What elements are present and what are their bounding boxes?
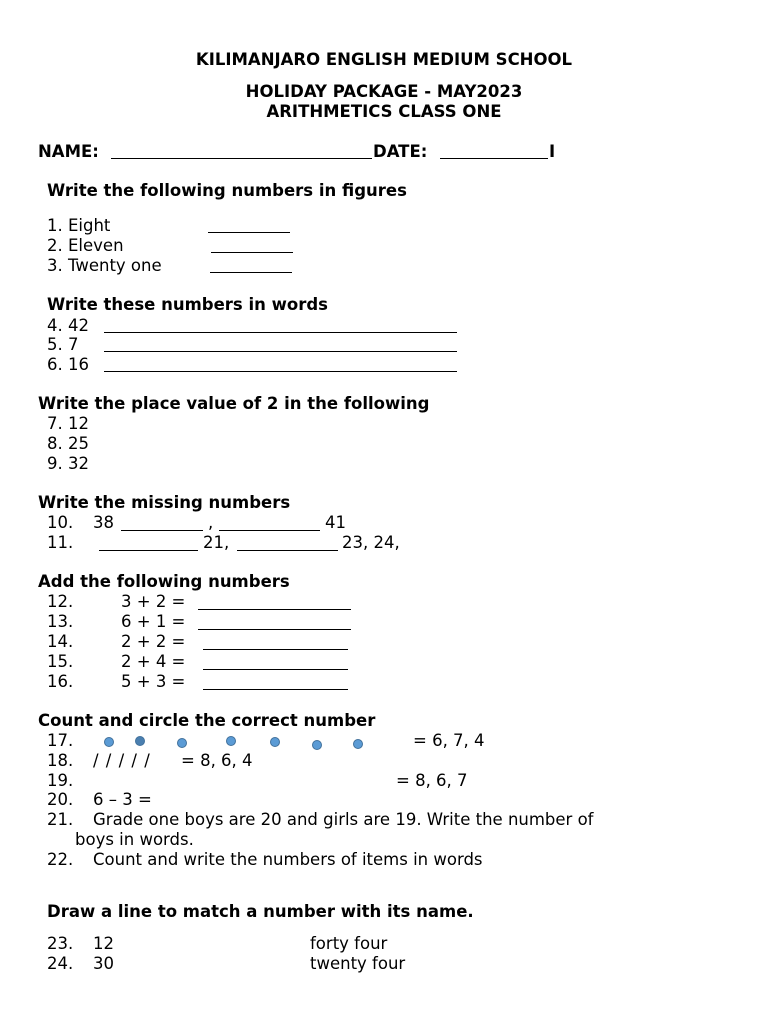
- question-24-number: 24.: [47, 954, 74, 973]
- question-1: 1. Eight: [47, 216, 111, 235]
- question-3: 3. Twenty one: [47, 256, 162, 275]
- question-16-expression: 5 + 3 =: [121, 672, 186, 691]
- question-13-expression: 6 + 1 =: [121, 612, 186, 631]
- answer-line-11a[interactable]: [99, 550, 198, 551]
- answer-line-1[interactable]: [208, 232, 290, 233]
- section-missing-numbers-title: Write the missing numbers: [38, 493, 291, 512]
- question-11-end: 23, 24,: [342, 533, 400, 552]
- question-5: 5. 7: [47, 335, 79, 354]
- question-10-start: 38: [93, 513, 114, 532]
- question-22-text: Count and write the numbers of items in words: [93, 850, 483, 869]
- question-23-number: 23.: [47, 934, 74, 953]
- question-16-number: 16.: [47, 672, 74, 691]
- counting-dot: [104, 737, 114, 747]
- answer-line-11b[interactable]: [237, 550, 338, 551]
- question-9: 9. 32: [47, 454, 89, 473]
- match-name-forty-four[interactable]: forty four: [310, 934, 388, 953]
- section-figures-title: Write the following numbers in figures: [47, 181, 407, 200]
- question-18-options[interactable]: = 8, 6, 4: [181, 751, 253, 770]
- section-place-value-title: Write the place value of 2 in the following: [38, 394, 430, 413]
- question-17-options[interactable]: = 6, 7, 4: [413, 731, 485, 750]
- answer-line-12[interactable]: [198, 609, 351, 610]
- answer-line-13[interactable]: [198, 629, 351, 630]
- date-label: DATE:: [373, 142, 428, 161]
- section-matching-title: Draw a line to match a number with its name.: [47, 902, 474, 921]
- counting-dot: [270, 737, 280, 747]
- question-7: 7. 12: [47, 414, 89, 433]
- school-name: KILIMANJARO ENGLISH MEDIUM SCHOOL: [195, 50, 573, 69]
- name-label: NAME:: [38, 142, 99, 161]
- section-count-circle-title: Count and circle the correct number: [38, 711, 376, 730]
- date-answer-line[interactable]: [440, 158, 548, 159]
- question-10-number: 10.: [47, 513, 74, 532]
- answer-line-5[interactable]: [104, 351, 457, 352]
- question-17-number: 17.: [47, 731, 74, 750]
- question-20-number: 20.: [47, 790, 74, 809]
- subject-title: ARITHMETICS CLASS ONE: [266, 102, 502, 121]
- question-8: 8. 25: [47, 434, 89, 453]
- answer-line-10a[interactable]: [121, 530, 203, 531]
- trailing-mark: I: [549, 142, 556, 161]
- answer-line-6[interactable]: [104, 371, 457, 372]
- answer-line-14[interactable]: [203, 649, 348, 650]
- name-answer-line[interactable]: [111, 158, 372, 159]
- section-words-title: Write these numbers in words: [47, 295, 328, 314]
- holiday-package-title: HOLIDAY PACKAGE - MAY2023: [245, 82, 523, 101]
- question-13-number: 13.: [47, 612, 74, 631]
- question-21-line-2: boys in words.: [75, 830, 194, 849]
- question-6: 6. 16: [47, 355, 89, 374]
- question-10-end: 41: [325, 513, 346, 532]
- answer-line-16[interactable]: [203, 689, 348, 690]
- match-name-twenty-four[interactable]: twenty four: [310, 954, 406, 973]
- answer-line-2[interactable]: [211, 252, 293, 253]
- question-22-number: 22.: [47, 850, 74, 869]
- question-11-mid: 21,: [203, 533, 230, 552]
- counting-dot: [353, 739, 363, 749]
- question-19-options[interactable]: = 8, 6, 7: [396, 771, 468, 790]
- tally-strokes: / / / / /: [93, 751, 150, 770]
- answer-line-15[interactable]: [203, 669, 348, 670]
- match-number-12[interactable]: 12: [93, 934, 114, 953]
- question-12-number: 12.: [47, 592, 74, 611]
- question-11-number: 11.: [47, 533, 74, 552]
- answer-line-4[interactable]: [104, 332, 457, 333]
- question-15-number: 15.: [47, 652, 74, 671]
- counting-dot: [135, 736, 145, 746]
- question-10-comma: ,: [208, 513, 214, 532]
- question-2: 2. Eleven: [47, 236, 124, 255]
- counting-dot: [177, 738, 187, 748]
- question-18-number: 18.: [47, 751, 74, 770]
- counting-dot: [312, 740, 322, 750]
- match-number-30[interactable]: 30: [93, 954, 114, 973]
- question-14-number: 14.: [47, 632, 74, 651]
- question-19-number: 19.: [47, 771, 74, 790]
- question-14-expression: 2 + 2 =: [121, 632, 186, 651]
- answer-line-10b[interactable]: [219, 530, 320, 531]
- question-21-number: 21.: [47, 810, 74, 829]
- answer-line-3[interactable]: [210, 272, 292, 273]
- question-21-line-1: Grade one boys are 20 and girls are 19. Write the number of: [93, 810, 594, 829]
- question-12-expression: 3 + 2 =: [121, 592, 186, 611]
- question-20-text: 6 – 3 =: [93, 790, 152, 809]
- question-4: 4. 42: [47, 316, 89, 335]
- section-addition-title: Add the following numbers: [38, 572, 290, 591]
- counting-dot: [226, 736, 236, 746]
- question-15-expression: 2 + 4 =: [121, 652, 186, 671]
